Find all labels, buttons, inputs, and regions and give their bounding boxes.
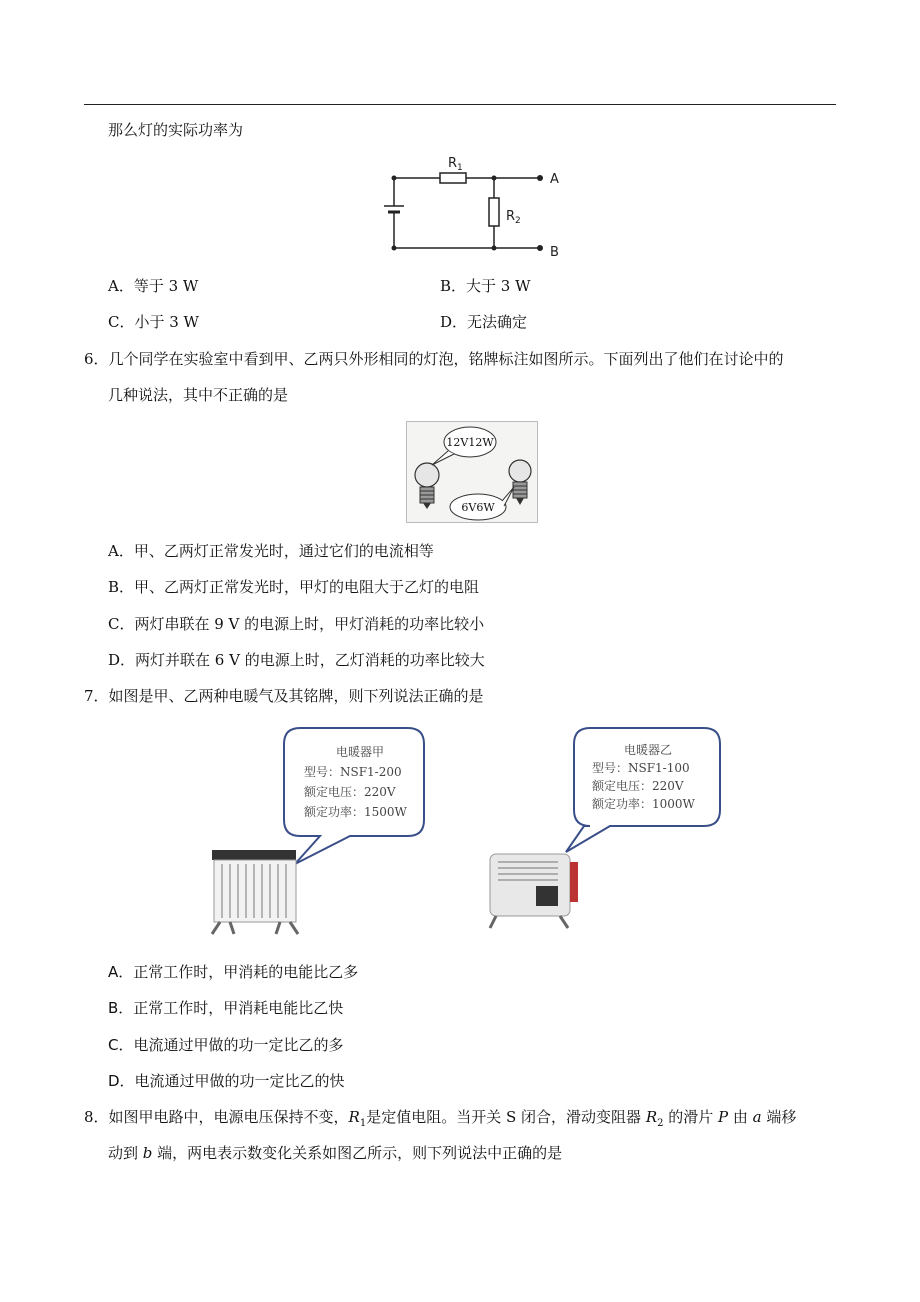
q6-stem-line1: 6．几个同学在实验室中看到甲、乙两只外形相同的灯泡，铭牌标注如图所示。下面列出了他们在讨论中的 (84, 350, 784, 368)
q5-option-c: C．小于 3 W (108, 313, 199, 331)
heater-a-icon (212, 850, 298, 934)
terminal-b-label: B (550, 245, 559, 260)
heaters-figure (200, 722, 740, 944)
circuit-diagram (370, 150, 570, 260)
q7-option-d: D．电流通过甲做的功一定比乙的快 (108, 1072, 345, 1090)
q5-option-d: D．无法确定 (440, 313, 528, 331)
heater-a-model: 型号：NSF1-200 (304, 765, 402, 779)
terminal-a-dot (537, 175, 543, 181)
heater-b-voltage: 额定电压：220V (592, 779, 684, 793)
r2-label: R (506, 209, 516, 224)
svg-text:R2: $R_2$ (506, 209, 521, 226)
resistor-r2 (489, 198, 499, 226)
r1-label: R (448, 156, 458, 171)
terminal-b-dot (537, 245, 543, 251)
header-rule (84, 104, 836, 105)
intro-line: 那么灯的实际功率为 (108, 121, 244, 139)
heater-b-model: 型号：NSF1-100 (592, 761, 690, 775)
svg-text:R1: $R_1$ (448, 156, 463, 173)
q6-option-a: A．甲、乙两灯正常发光时，通过它们的电流相等 (108, 542, 434, 560)
q6-option-b: B．甲、乙两灯正常发光时，甲灯的电阻大于乙灯的电阻 (108, 578, 480, 596)
bulb-label-1: 12V12W (446, 436, 494, 449)
heater-a-power: 额定功率：1500W (304, 805, 407, 819)
q6-option-c: C．两灯串联在 9 V 的电源上时，甲灯消耗的功率比较小 (108, 615, 485, 633)
q6-stem-line2: 几种说法，其中不正确的是 (108, 386, 289, 404)
q5-option-a: A．等于 3 W (108, 277, 199, 295)
q8-stem-line1: 8．如图甲电路中，电源电压保持不变，$R_1$是定值电阻。当开关 S 闭合，滑动变阻器 $R_2$ 的滑片 P 由 a 端移 (84, 1108, 797, 1129)
q7-option-a: A．正常工作时，甲消耗的电能比乙多 (108, 963, 359, 981)
resistor-r1 (440, 173, 466, 183)
heater-b-icon (490, 854, 578, 928)
heater-a-voltage: 额定电压：220V (304, 785, 396, 799)
q6-option-d: D．两灯并联在 6 V 的电源上时，乙灯消耗的功率比较大 (108, 651, 485, 669)
terminal-a-label: A (550, 172, 559, 187)
q5-option-b: B．大于 3 W (440, 277, 531, 295)
bulb-label-2: 6V6W (461, 501, 495, 514)
q7-stem: 7．如图是甲、乙两种电暖气及其铭牌，则下列说法正确的是 (84, 687, 484, 705)
q7-option-b: B．正常工作时，甲消耗电能比乙快 (108, 999, 344, 1017)
bulbs-figure (406, 421, 538, 523)
heater-b-power: 额定功率：1000W (592, 797, 695, 811)
heater-a-title: 电暖器甲 (335, 745, 385, 759)
q8-stem-line2: 动到 b 端，两电表示数变化关系如图乙所示，则下列说法中正确的是 (108, 1144, 563, 1162)
heater-b-title: 电暖器乙 (623, 743, 673, 757)
q7-option-c: C．电流通过甲做的功一定比乙的多 (108, 1036, 344, 1054)
